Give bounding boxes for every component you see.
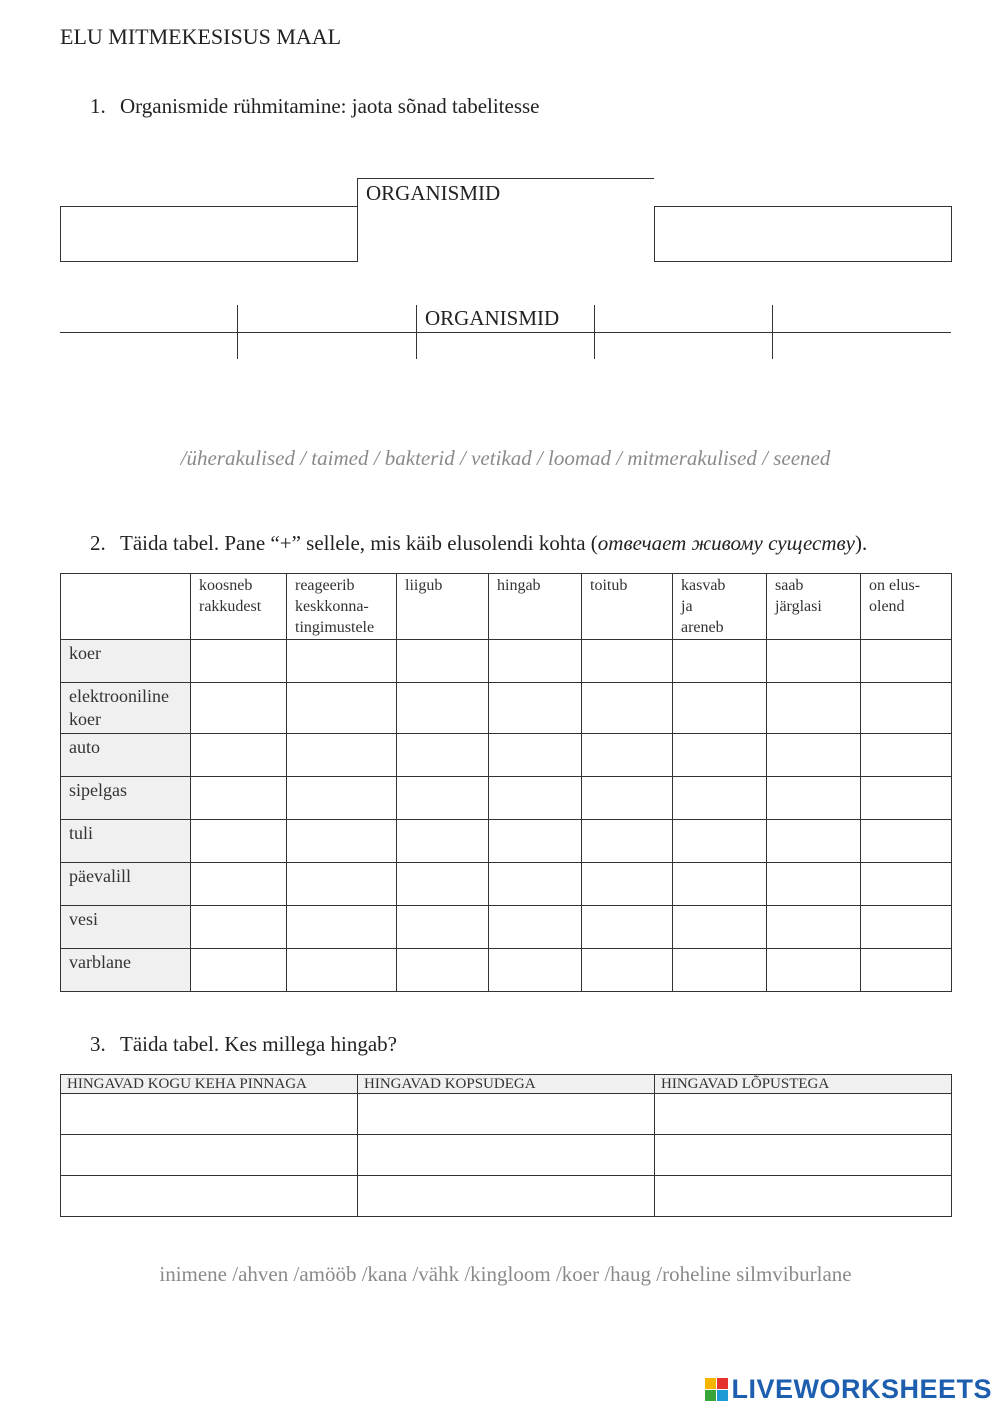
- table-row: [61, 1135, 952, 1176]
- column-header: [861, 574, 952, 640]
- row-header: [61, 863, 191, 906]
- answer-cell[interactable]: [489, 949, 582, 992]
- word-bank-1: /üherakulised / taimed / bakterid / vetikad / loomad / mitmerakulised / seened: [180, 446, 831, 470]
- column-header: HINGAVAD KOPSUDEGA: [358, 1075, 655, 1094]
- answer-cell[interactable]: [767, 906, 861, 949]
- column-header-line: ja: [681, 598, 693, 615]
- answer-cell[interactable]: [582, 906, 673, 949]
- answer-cell[interactable]: [287, 683, 397, 734]
- answer-cell[interactable]: [655, 1135, 952, 1176]
- question-3: [90, 1032, 397, 1057]
- row-header-line: auto: [69, 737, 100, 757]
- table-row: [61, 906, 952, 949]
- column-header: [767, 574, 861, 640]
- answer-cell[interactable]: [397, 906, 489, 949]
- column-header: HINGAVAD LÕPUSTEGA: [655, 1075, 952, 1094]
- row-header: [61, 734, 191, 777]
- column-header-line: keskkonna-: [295, 598, 369, 615]
- table-row: [61, 1094, 952, 1135]
- answer-cell[interactable]: [397, 949, 489, 992]
- diagram2-label: ORGANISMID: [425, 306, 560, 330]
- answer-cell[interactable]: [191, 906, 287, 949]
- answer-cell[interactable]: [655, 1094, 952, 1135]
- answer-cell[interactable]: [287, 906, 397, 949]
- answer-cell[interactable]: [489, 906, 582, 949]
- column-header-line: kasvab: [681, 577, 726, 594]
- answer-cell[interactable]: [673, 949, 767, 992]
- row-header: [61, 640, 191, 683]
- table-row: [61, 1176, 952, 1217]
- diagram2-slot-3[interactable]: [417, 333, 594, 359]
- table-corner: [61, 574, 191, 640]
- answer-cell[interactable]: [191, 777, 287, 820]
- row-header-line: vesi: [69, 909, 98, 929]
- column-header: [287, 574, 397, 640]
- breathing-table: [60, 1074, 952, 1217]
- answer-cell[interactable]: [191, 640, 287, 683]
- logo-icon: [705, 1378, 728, 1401]
- column-header-line: on elus-: [869, 577, 921, 594]
- answer-cell[interactable]: [489, 640, 582, 683]
- table-row: [61, 777, 952, 820]
- question-2-translation: отвечает живому существу: [597, 531, 855, 555]
- answer-cell[interactable]: [767, 863, 861, 906]
- question-1-text: Organismide rühmitamine: jaota sõnad tabelitesse: [120, 94, 540, 118]
- row-header-line: varblane: [69, 952, 131, 972]
- column-header-line: olend: [869, 598, 905, 615]
- question-3-text: Täida tabel. Kes millega hingab?: [120, 1032, 397, 1056]
- answer-cell[interactable]: [489, 777, 582, 820]
- row-header-line: elektrooniline: [69, 686, 169, 706]
- question-2-text: Täida tabel. Pane “+” sellele, mis käib elusolendi kohta (: [120, 531, 598, 555]
- question-1: [90, 94, 540, 119]
- answer-cell[interactable]: [582, 640, 673, 683]
- answer-cell[interactable]: [861, 683, 952, 734]
- diagram1-right-box[interactable]: [654, 206, 952, 262]
- answer-cell[interactable]: [861, 734, 952, 777]
- diagram1-left-box[interactable]: [60, 206, 358, 262]
- answer-cell[interactable]: [861, 906, 952, 949]
- answer-cell[interactable]: [287, 777, 397, 820]
- answer-cell[interactable]: [673, 863, 767, 906]
- worksheet-title: ELU MITMEKESISUS MAAL: [60, 24, 342, 49]
- answer-cell[interactable]: [191, 820, 287, 863]
- liveworksheets-logo: [705, 1374, 992, 1405]
- column-header: [397, 574, 489, 640]
- answer-cell[interactable]: [61, 1176, 358, 1217]
- column-header: [582, 574, 673, 640]
- column-header-line: areneb: [681, 619, 724, 636]
- row-header-line: koer: [69, 709, 101, 729]
- answer-cell[interactable]: [861, 949, 952, 992]
- column-header-line: hingab: [497, 577, 541, 594]
- living-traits-table: [60, 573, 952, 992]
- question-1-number: 1.: [90, 94, 106, 118]
- column-header: [673, 574, 767, 640]
- column-header-line: rakkudest: [199, 598, 262, 615]
- answer-cell[interactable]: [861, 640, 952, 683]
- row-header-line: tuli: [69, 823, 94, 843]
- answer-cell[interactable]: [582, 734, 673, 777]
- answer-cell[interactable]: [861, 777, 952, 820]
- column-header-line: saab: [775, 577, 804, 594]
- column-header: HINGAVAD KOGU KEHA PINNAGA: [61, 1075, 358, 1094]
- answer-cell[interactable]: [582, 683, 673, 734]
- answer-cell[interactable]: [673, 777, 767, 820]
- answer-cell[interactable]: [673, 683, 767, 734]
- answer-cell[interactable]: [489, 734, 582, 777]
- answer-cell[interactable]: [358, 1094, 655, 1135]
- row-header: [61, 777, 191, 820]
- row-header: [61, 820, 191, 863]
- answer-cell[interactable]: [287, 734, 397, 777]
- row-header: [61, 949, 191, 992]
- answer-cell[interactable]: [287, 949, 397, 992]
- question-2-text-end: ).: [854, 531, 868, 555]
- row-header-line: sipelgas: [69, 780, 127, 800]
- table-row: [61, 820, 952, 863]
- row-header-line: päevalill: [69, 866, 131, 886]
- answer-cell[interactable]: [61, 1094, 358, 1135]
- answer-cell[interactable]: [287, 640, 397, 683]
- row-header: [61, 683, 191, 734]
- row-header-line: koer: [69, 643, 101, 663]
- answer-cell[interactable]: [397, 683, 489, 734]
- diagram2-slot-5[interactable]: [773, 333, 951, 359]
- answer-cell[interactable]: [673, 906, 767, 949]
- column-header-line: liigub: [405, 577, 443, 594]
- diagram2-slot-4[interactable]: [595, 333, 772, 359]
- answer-cell[interactable]: [397, 863, 489, 906]
- answer-cell[interactable]: [673, 820, 767, 863]
- table-row: [61, 640, 952, 683]
- answer-cell[interactable]: [489, 820, 582, 863]
- answer-cell[interactable]: [61, 1135, 358, 1176]
- answer-cell[interactable]: [582, 949, 673, 992]
- diagram2-slot-2[interactable]: [238, 333, 416, 359]
- answer-cell[interactable]: [673, 640, 767, 683]
- row-header: [61, 906, 191, 949]
- word-bank-2: inimene /ahven /amööb /kana /vähk /kingloom /koer /haug /roheline silmviburlane: [159, 1262, 852, 1286]
- table-row: [61, 949, 952, 992]
- answer-cell[interactable]: [358, 1135, 655, 1176]
- table-row: [61, 683, 952, 734]
- answer-cell[interactable]: [861, 863, 952, 906]
- table-row: [61, 863, 952, 906]
- column-header: [191, 574, 287, 640]
- answer-cell[interactable]: [582, 863, 673, 906]
- answer-cell[interactable]: [191, 683, 287, 734]
- answer-cell[interactable]: [287, 863, 397, 906]
- answer-cell[interactable]: [397, 820, 489, 863]
- answer-cell[interactable]: [673, 734, 767, 777]
- answer-cell[interactable]: [655, 1176, 952, 1217]
- answer-cell[interactable]: [489, 863, 582, 906]
- logo-text: LIVEWORKSHEETS: [731, 1374, 992, 1404]
- column-header-line: tingimustele: [295, 619, 375, 636]
- answer-cell[interactable]: [861, 820, 952, 863]
- answer-cell[interactable]: [767, 640, 861, 683]
- column-header-line: reageerib: [295, 577, 355, 594]
- answer-cell[interactable]: [767, 734, 861, 777]
- answer-cell[interactable]: [191, 949, 287, 992]
- question-3-number: 3.: [90, 1032, 106, 1056]
- column-header-line: järglasi: [775, 598, 822, 615]
- answer-cell[interactable]: [397, 640, 489, 683]
- answer-cell[interactable]: [489, 683, 582, 734]
- answer-cell[interactable]: [582, 820, 673, 863]
- answer-cell[interactable]: [767, 949, 861, 992]
- answer-cell[interactable]: [397, 734, 489, 777]
- answer-cell[interactable]: [767, 820, 861, 863]
- answer-cell[interactable]: [397, 777, 489, 820]
- answer-cell[interactable]: [287, 820, 397, 863]
- answer-cell[interactable]: [191, 863, 287, 906]
- answer-cell[interactable]: [582, 777, 673, 820]
- answer-cell[interactable]: [191, 734, 287, 777]
- diagram2-slot-1[interactable]: [60, 333, 237, 359]
- column-header-line: toitub: [590, 577, 628, 594]
- diagram1-label: ORGANISMID: [366, 181, 501, 205]
- answer-cell[interactable]: [767, 777, 861, 820]
- table-row: [61, 734, 952, 777]
- answer-cell[interactable]: [767, 683, 861, 734]
- answer-cell[interactable]: [358, 1176, 655, 1217]
- column-header-line: koosneb: [199, 577, 253, 594]
- question-2-number: 2.: [90, 531, 106, 555]
- diagram1-top-line: [357, 178, 654, 179]
- question-2: [90, 531, 867, 556]
- column-header: [489, 574, 582, 640]
